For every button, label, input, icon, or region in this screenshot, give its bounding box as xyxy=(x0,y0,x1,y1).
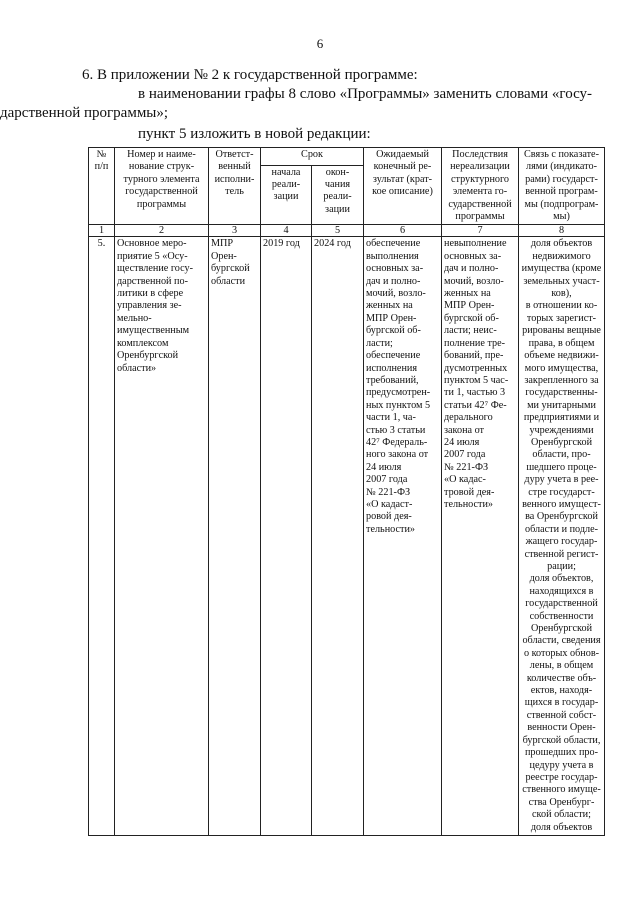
header-element-name: Номер и наиме- нование струк- турного элемента государственной программы xyxy=(115,148,209,225)
column-number: 4 xyxy=(261,225,312,237)
header-number: № п/п xyxy=(89,148,115,225)
table-row xyxy=(89,237,605,836)
column-number: 6 xyxy=(364,225,442,237)
intro-line-1: 6. В приложении № 2 к государственной программе: xyxy=(82,67,418,83)
header-indicator-link: Связь с показате- лями (индикато- рами) государст- венной програм- мы (подпрограм- мы) xyxy=(519,148,605,225)
header-term: Срок xyxy=(261,148,364,166)
header-responsible: Ответст- венный исполни- тель xyxy=(209,148,261,225)
header-start: начала реали- зации xyxy=(261,165,312,225)
column-number-row xyxy=(89,225,605,237)
row-consequences: невыполнение основных за- дач и полно- мочий, возло- женных на МПР Орен- бургской об- ласти; неис- полнение тре- бований, пре- дусмотренных пунктом 5 час- ти 1, частью 3 статьи 42⁷ Фе- дерального закона от 24 июля 2007 года № 221-ФЗ «О кадас- тровой дея- тельности» xyxy=(442,237,519,836)
column-number: 2 xyxy=(115,225,209,237)
intro-line-3: пункт 5 изложить в новой редакции: xyxy=(138,126,371,142)
intro-line-2-continuation: дарственной программы»; xyxy=(0,105,169,121)
page-number: 6 xyxy=(316,36,324,51)
column-number: 1 xyxy=(89,225,115,237)
program-table xyxy=(88,147,605,836)
column-number: 8 xyxy=(519,225,605,237)
header-expected-result: Ожидаемый конечный ре- зультат (крат- кое описание) xyxy=(364,148,442,225)
row-number: 5. xyxy=(89,237,115,836)
header-consequences: Последствия нереализации структурного элемента го- сударственной программы xyxy=(442,148,519,225)
row-start-year: 2019 год xyxy=(261,237,312,836)
intro-line-2: в наименовании графы 8 слово «Программы» заменить словами «госу- xyxy=(138,86,593,102)
row-responsible: МПР Орен- бургской области xyxy=(209,237,261,836)
row-element-name: Основное меро- приятие 5 «Осу- ществление госу- дарственной по- литики в сфере управления зе- мельно- имущественным комплексом Оренбургской области» xyxy=(115,237,209,836)
column-number: 5 xyxy=(312,225,364,237)
header-end: окон- чания реали- зации xyxy=(312,165,364,225)
intro-text xyxy=(0,66,602,144)
row-expected-result: обеспечение выполнения основных за- дач и полно- мочий, возло- женных на МПР Орен- бургской об- ласти; обеспечение исполнения требований, предусмотрен- ных пунктом 5 части 1, ча- стью 3 статьи 42⁷ Федераль- ного закона от 24 июля 2007 года № 221-ФЗ «О кадаст- ровой дея- тельности» xyxy=(364,237,442,836)
column-number: 7 xyxy=(442,225,519,237)
column-number: 3 xyxy=(209,225,261,237)
row-indicator-link: доля объектов недвижимого имущества (кроме земельных участ- ков), в отношении ко- торых зарегист- рированы вещные права, в общем объеме недвижи- мого имущества, закрепленного за государственны- ми унитарными предприятиями и учреждениями Оренбургской области, про- шедшего проце- дуру учета в рее- стре государст- венного имущест- ва Оренбургской области и подле- жащего государ- ственной регист- рации; доля объектов, находящихся в государственной собственности Оренбургской области, сведения о которых обнов- лены, в общем количестве объ- ектов, находя- щихся в государ- ственной собст- венности Орен- бургской области, прошедших про- цедуру учета в реестре государ- ственного имуще- ства Оренбург- ской области; доля объектов xyxy=(519,237,605,836)
row-end-year: 2024 год xyxy=(312,237,364,836)
